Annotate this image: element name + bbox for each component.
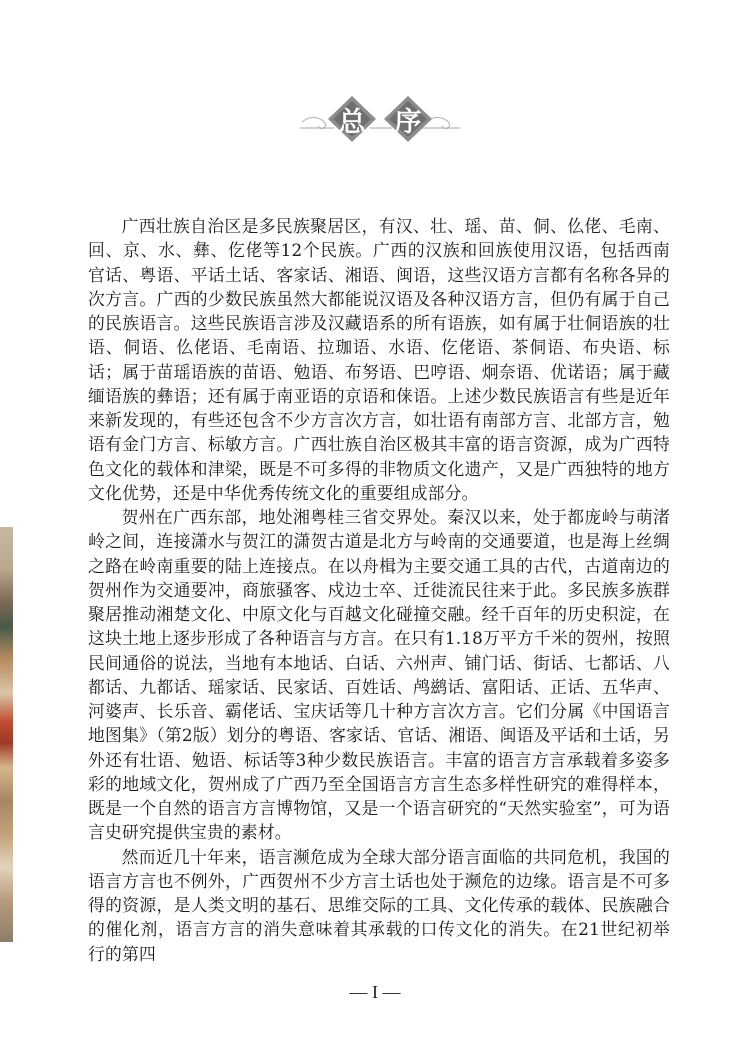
title-char-1: 总 — [338, 107, 366, 138]
title-char-2: 序 — [394, 107, 422, 138]
paragraph-3: 然而近几十年来，语言濒危成为全球大部分语言面临的共同危机，我国的语言方言也不例外，广西贺州不少方言土话也处于濒危的边缘。语言是不可多得的资源，是人类文明的基石、思维交际的工具、文化传承的载体、民族融合的催化剂，语言方言的消失意味着其承载的口传文化的消失。在21世纪初举行的第四 — [88, 846, 670, 964]
paragraph-2: 贺州在广西东部，地处湘粤桂三省交界处。秦汉以来，处于都庞岭与萌渚岭之间，连接潇水与贺江的潇贺古道是北方与岭南的交通要道，也是海上丝绸之路在岭南重要的陆上连接点。在以舟楫为主要交通工具的古代，古道南边的贺州作为交通要冲，商旅骚客、戍边士卒、迁徙流民往来于此。多民族多族群聚居推动湘楚文化、中原文化与百越文化碰撞交融。经千百年的历史积淀，在这块土地上逐步形成了各种语言与方言。在只有1.18万平方千米的贺州，按照民间通俗的说法，当地有本地话、白话、六州声、铺门话、街话、七都话、八都话、九都话、瑶家话、民家话、百姓话、鸬鹚话、富阳话、正话、五华声、河婆声、长乐音、霸佬话、宝庆话等几十种方言次方言。它们分属《中国语言地图集》（第2版）划分的粤语、客家话、官话、湘语、闽语及平话和土话，另外还有壮语、勉语、标话等3种少数民族语言。丰富的语言方言承载着多姿多彩的地域文化，贺州成了广西乃至全国语言方言生态多样性研究的难得样本，既是一个自然的语言方言博物馆，又是一个语言研究的“天然实验室”，可为语言史研究提供宝贵的素材。 — [88, 507, 670, 843]
title-ornament — [300, 92, 460, 146]
paragraph-1: 广西壮族自治区是多民族聚居区，有汉、壮、瑶、苗、侗、仫佬、毛南、回、京、水、彝、仡佬等12个民族。广西的汉族和回族使用汉语，包括西南官话、粤语、平话土话、客家话、湘语、闽语，这些汉语方言都有名称各异的次方言。广西的少数民族虽然大都能说汉语及各种汉语方言，但仍有属于自己的民族语言。这些民族语言涉及汉藏语系的所有语族，如有属于壮侗语族的壮语、侗语、仫佬语、毛南语、拉珈语、水语、仡佬语、茶侗语、布央语、标话；属于苗瑶语族的苗语、勉语、布努语、巴哼语、炯奈语、优诺语；属于藏缅语族的彝语；还有属于南亚语的京语和俫语。上述少数民族语言有些是近年来新发现的，有些还包含不少方言次方言，如壮语有南部方言、北部方言，勉语有金门方言、标敏方言。广西壮族自治区极其丰富的语言资源，成为广西特色文化的载体和津梁，既是不可多得的非物质文化遗产，又是广西独特的地方文化优势，还是中华优秀传统文化的重要组成部分。 — [88, 216, 670, 503]
body-text — [88, 214, 670, 966]
page-number: — I — — [349, 982, 401, 1002]
preface-title — [300, 92, 460, 146]
edge-photo-strip — [0, 527, 13, 942]
